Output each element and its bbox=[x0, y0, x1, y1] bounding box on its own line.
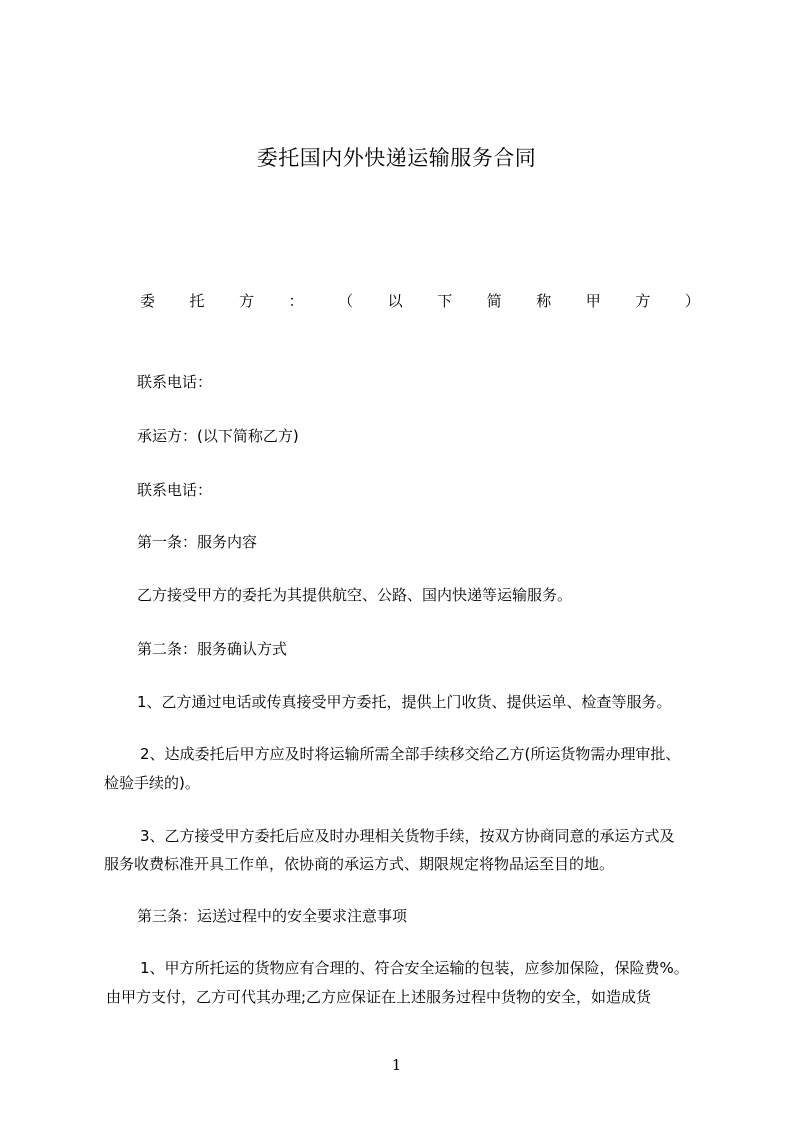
party-a-char: 称 bbox=[536, 292, 552, 310]
article-2-item-3-line-1: 3、乙方接受甲方委托后应及时办理相关货物手续，按双方协商同意的承运方式及 bbox=[140, 827, 675, 845]
party-a-char: （ bbox=[338, 292, 354, 310]
party-a-char: 委 bbox=[140, 292, 156, 310]
party-a-char: 托 bbox=[189, 292, 205, 310]
article-3-item-1-line-1: 1、甲方所托运的货物应有合理的、符合安全运输的包装，应参加保险，保险费%。 bbox=[140, 959, 689, 977]
party-a-char: 以 bbox=[387, 292, 403, 310]
contract-title: 委托国内外快递运输服务合同 bbox=[256, 146, 537, 170]
party-a-char: 方 bbox=[635, 292, 651, 310]
party-a-char: 下 bbox=[437, 292, 453, 310]
article-2-item-1: 1、乙方通过电话或传真接受甲方委托，提供上门收货、提供运单、检查等服务。 bbox=[137, 693, 672, 711]
article-1-title: 第一条：服务内容 bbox=[137, 533, 258, 551]
page-number: 1 bbox=[391, 1056, 402, 1074]
carrier-line: 承运方：(以下简称乙方) bbox=[137, 427, 299, 445]
article-3-title: 第三条：运送过程中的安全要求注意事项 bbox=[137, 907, 408, 925]
contact-a: 联系电话： bbox=[137, 373, 213, 391]
article-3-item-1-line-2: 由甲方支付，乙方可代其办理;乙方应保证在上述服务过程中货物的安全，如造成货 bbox=[106, 988, 652, 1006]
party-a-char: 甲 bbox=[585, 292, 601, 310]
contact-b: 联系电话： bbox=[137, 481, 213, 499]
article-2-item-2-line-2: 检验手续的)。 bbox=[104, 774, 200, 792]
article-2-item-3-line-2: 服务收费标准开具工作单，依协商的承运方式、期限规定将物品运至目的地。 bbox=[104, 855, 615, 873]
article-2-title: 第二条：服务确认方式 bbox=[137, 640, 288, 658]
party-a-char: ： bbox=[288, 292, 304, 310]
party-a-char: 简 bbox=[486, 292, 502, 310]
party-a-char: ） bbox=[684, 292, 700, 310]
party-a-line bbox=[140, 290, 700, 311]
party-a-char: 方 bbox=[239, 292, 255, 310]
article-2-item-2-line-1: 2、达成委托后甲方应及时将运输所需全部手续移交给乙方(所运货物需办理审批、 bbox=[140, 745, 681, 763]
article-1-body: 乙方接受甲方的委托为其提供航空、公路、国内快递等运输服务。 bbox=[137, 586, 573, 604]
